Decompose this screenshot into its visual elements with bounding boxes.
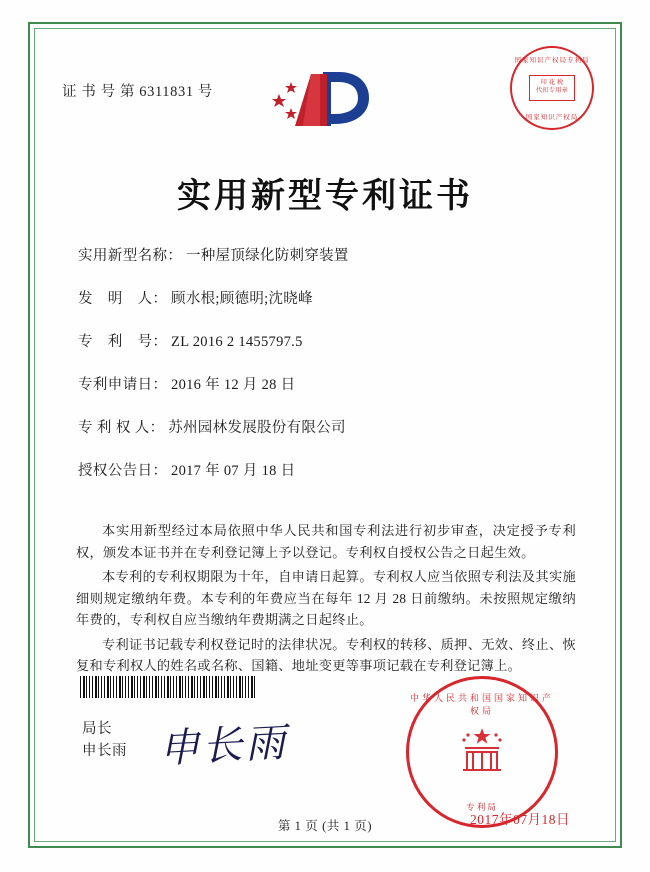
director-title-label: 局长 (82, 721, 112, 737)
field-label: 实用新型名称： (78, 248, 183, 264)
field-row (78, 461, 576, 481)
field-row (78, 246, 576, 266)
field-row (78, 418, 576, 438)
field-value: ZL 2016 2 1455797.5 (171, 334, 303, 350)
page-footer: 第 1 页 (共 1 页) (277, 819, 373, 833)
field-value: 2017 年 07 月 18 日 (171, 463, 296, 479)
paragraph: 本实用新型经过本局依照中华人民共和国专利法进行初步审查，决定授予专利权，颁发本证书并在专利登记簿上予以登记。专利权自授权公告之日起生效。 (76, 523, 576, 560)
stamp-duty-seal-inner (529, 75, 575, 101)
national-office-seal-ring-bottom: 专利局 (466, 802, 498, 812)
field-row (78, 332, 576, 352)
field-row (78, 375, 576, 395)
paragraph: 专利证书记载专利权登记时的法律状况。专利权的转移、质押、无效、终止、恢复和专利权人的姓名或名称、国籍、地址变更等事项记载在专利登记簿上。 (76, 636, 576, 673)
field-label: 专 利 权 人： (78, 420, 165, 436)
page-title: 实用新型专利证书 (177, 178, 473, 215)
seal-date: 2017年07月18日 (470, 812, 570, 827)
director-name-label: 申长雨 (82, 743, 127, 759)
national-emblem-icon (453, 726, 511, 778)
national-office-seal (406, 676, 558, 828)
field-value: 顾水根;顾德明;沈晓峰 (171, 291, 313, 307)
field-value: 2016 年 12 月 28 日 (171, 377, 296, 393)
signature-block (82, 718, 127, 762)
certificate-content (34, 28, 616, 842)
field-label: 发 明 人： (78, 291, 168, 307)
certificate-number: 证 书 号 第 6311831 号 (62, 84, 214, 100)
stamp-duty-seal-line2: 代扣专用章 (536, 87, 568, 95)
field-label: 专利申请日： (78, 377, 168, 393)
stamp-duty-seal-arc-top: 国家知识产权局专利局 (514, 57, 590, 64)
handwritten-signature: 申长雨 (158, 719, 290, 772)
barcode (80, 676, 255, 698)
field-list (78, 246, 576, 504)
stamp-duty-seal-line1: 印 花 税 (540, 79, 564, 86)
patent-office-logo-icon (265, 64, 385, 134)
field-value: 一种屋顶绿化防刺穿装置 (185, 248, 349, 264)
national-office-seal-ring-top: 中华人民共和国国家知识产权局 (409, 693, 554, 716)
field-row (78, 289, 576, 309)
stamp-duty-seal-arc-bottom: 国家知识产权局 (525, 114, 579, 121)
paragraph: 本专利的专利权期限为十年，自申请日起算。专利权人应当依照专利法及其实施细则规定缴纳年费。本专利的年费应当在每年 12 月 28 日前缴纳。未按照规定缴纳年费的，专利权自应当缴纳年费期满之日起终止。 (76, 569, 576, 627)
body-paragraphs (76, 520, 576, 680)
field-label: 授权公告日： (78, 463, 168, 479)
field-label: 专 利 号： (78, 334, 168, 350)
field-value: 苏州园林发展股份有限公司 (168, 420, 346, 436)
stamp-duty-seal (510, 46, 594, 130)
